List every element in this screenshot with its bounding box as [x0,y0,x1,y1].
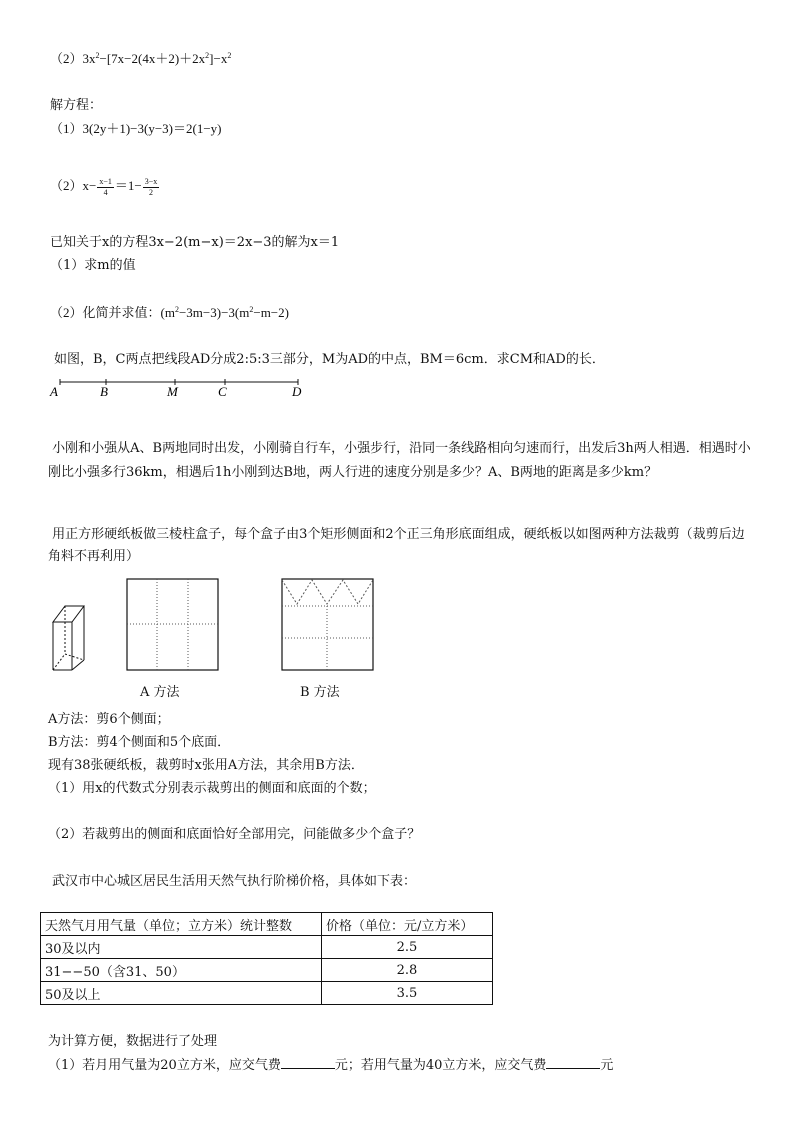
equation-1: （1）3(2y＋1)−3(y−3)＝2(1−y) [50,121,222,136]
header-price: 价格（单位：元/立方米） [322,913,493,936]
segment-diagram [46,374,316,400]
problem-3-q2: （2）化简并求值：$(m^2-3m-3)-3(m^2-m-2)$ [50,305,289,320]
problem-6-text: 用正方形硬纸板做三棱柱盒子，每个盒子由3个矩形侧面和2个正三角形底面组成，硬纸板以如图两种方法裁剪（裁剪后边角料不再利用） [48,527,745,564]
label-c: C [218,384,227,399]
label-d: D [292,384,302,399]
table-row: 30及以内 2.5 [41,936,493,959]
problem-6-q1: （1）用x的代数式分别表示裁剪出的侧面和底面的个数； [48,781,376,796]
problem-7-q1: （1）若月用气量为20立方米，应交气费 元；若用气量为40立方米，应交气费 元 [48,1058,614,1073]
caption-method-b: B 方法 [300,685,340,700]
problem-simplify: $(2)3x^2-[7x-2(4x+2)+2x^2]-x^2$ [50,51,232,66]
table-header-row [41,913,493,936]
label-a: A [50,384,58,399]
method-b-board [281,578,375,672]
method-a-line: A方法：剪6个侧面； [48,712,170,727]
prism-figure [50,604,90,674]
gas-price-table [40,912,493,1005]
label-b: B [100,384,108,399]
problem-5-text: 小刚和小强从A、B两地同时出发，小刚骑自行车，小强步行，沿同一条线路相向匀速而行，出发后3h两人相遇．相遇时小刚比小强多行36km，相遇后1h小刚到达B地，两人行进的速度分别是多少？A、B两地的距离是多少km？ [48,441,751,480]
answer-blank-2[interactable] [546,1056,600,1069]
problem-3-q1: （1）求m的值 [50,258,136,273]
problem-7-intro: 武汉市中心城区居民生活用天然气执行阶梯价格，具体如下表： [52,874,417,889]
method-b-line: B方法：剪4个侧面和5个底面． [48,735,231,750]
problem-6-q2: （2）若裁剪出的侧面和底面恰好全部用完，问能做多少个盒子？ [48,827,421,842]
method-a-board [126,578,220,672]
header-usage: 天然气月用气量（单位；立方米）统计整数 [41,913,322,936]
boards-line: 现有38张硬纸板，裁剪时x张用A方法，其余用B方法． [48,758,364,773]
problem-4-text: 如图，B，C两点把线段AD分成2:5:3三部分，M为AD的中点，BM＝6cm．求CM和AD的长． [54,352,605,367]
fraction-1: $\frac{x-1}{4}$ [99,176,112,197]
table-row: 31−−50（含31、50） 2.8 [41,959,493,982]
problem-3-intro: 已知关于x的方程3x−2(m−x)＝2x−3的解为x＝1 [50,235,340,250]
solve-heading: 解方程： [50,98,103,113]
fraction-2: $\frac{3-x}{2}$ [144,176,158,197]
label-m: M [167,384,178,399]
problem-7-note: 为计算方便，数据进行了处理 [48,1034,218,1049]
equation-2: （2）x− $\frac{x-1}{4}$ ＝1− $\frac{3-x}{2}$ [50,176,158,197]
table-row: 50及以上 3.5 [41,982,493,1005]
answer-blank-1[interactable] [281,1056,335,1069]
caption-method-a: A 方法 [140,685,180,700]
